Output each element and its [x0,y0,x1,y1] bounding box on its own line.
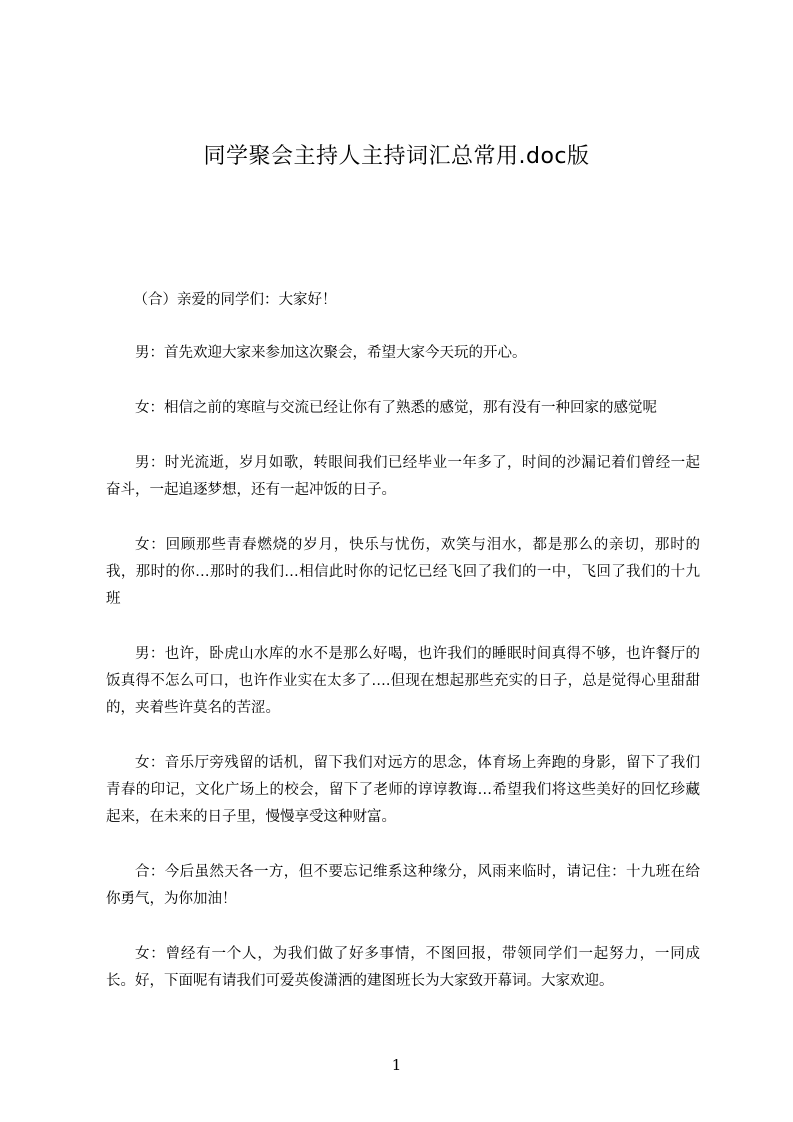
paragraph: 女：回顾那些青春燃烧的岁月，快乐与忧伤，欢笑与泪水，都是那么的亲切，那时的我，那时的你…那时的我们…相信此时你的记忆已经飞回了我们的一中，飞回了我们的十九班 [106,537,700,607]
paragraph: 女：音乐厅旁残留的话机，留下我们对远方的思念，体育场上奔跑的身影，留下了我们青春的印记，文化广场上的校会，留下了老师的谆谆教诲…希望我们将这些美好的回忆珍藏起来，在未来的日子里，慢慢享受这种财富。 [106,755,700,825]
paragraph: 女：相信之前的寒暄与交流已经让你有了熟悉的感觉，那有没有一种回家的感觉呢 [135,400,657,416]
document-body [106,287,700,1023]
paragraph: 合：今后虽然天各一方，但不要忘记维系这种缘分，风雨来临时，请记住：十九班在给你勇气，为你加油！ [106,864,700,907]
paragraph: （合）亲爱的同学们：大家好！ [133,292,337,308]
paragraph: 男：首先欢迎大家来参加这次聚会，希望大家今天玩的开心。 [135,345,527,361]
paragraph: 女：曾经有一个人，为我们做了好多事情，不图回报，带领同学们一起努力，一同成长。好，下面呢有请我们可爱英俊潇洒的建图班长为大家致开幕词。大家欢迎。 [106,946,700,989]
paragraph: 男：时光流逝，岁月如歌，转眼间我们已经毕业一年多了，时间的沙漏记着们曾经一起奋斗，一起追逐梦想，还有一起冲饭的日子。 [106,455,700,498]
document-title: 同学聚会主持人主持词汇总常用.doc版 [203,144,590,169]
page-number: 1 [391,1056,402,1074]
paragraph: 男：也许，卧虎山水库的水不是那么好喝，也许我们的睡眠时间真得不够，也许餐厅的饭真得不怎么可口，也许作业实在太多了….但现在想起那些充实的日子，总是觉得心里甜甜的，夹着些许莫名的苦涩。 [106,646,700,716]
